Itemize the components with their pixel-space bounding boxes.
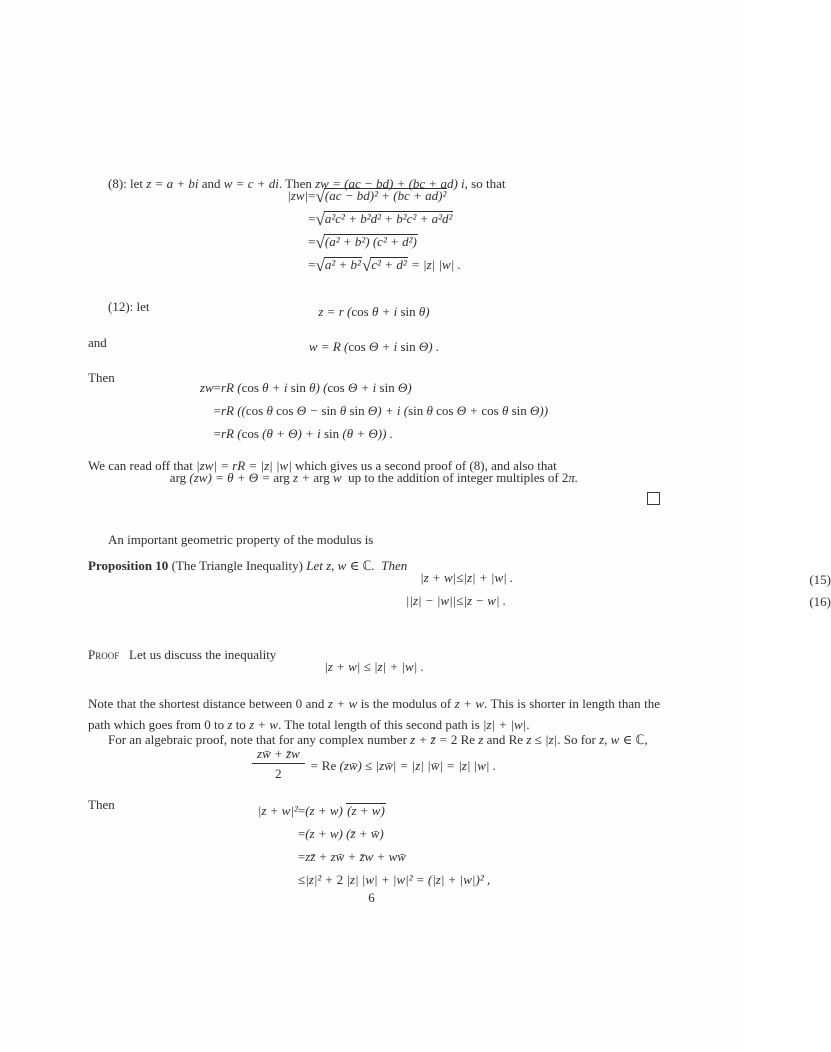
text-segment-t: (12): let [108,299,150,314]
text-segment-t: . This is shorter in length than the path which goes from 0 to [88,696,660,732]
equation-lhs [406,566,456,589]
equation-relation: = [213,380,221,395]
text-segment-m: |zw| [287,188,309,203]
text-segment-t: We can read off that [88,458,197,473]
text-segment-t: cos [327,380,348,395]
text-segment-t: cos [348,339,369,354]
text-segment-m: Θ) . [418,339,440,354]
text-segment-t: arg [273,470,294,485]
text-segment-t: sin [324,426,343,441]
equation-relation: = [213,426,221,441]
equation-lhs [287,207,308,230]
equation-rhs [315,184,460,207]
equation-lhs [287,230,308,253]
equation-row [406,566,513,589]
text-segment-m: z, w ∈ ℂ [326,558,372,573]
text-segment-m: z + w [454,696,485,711]
text-segment-t: Re [508,732,527,747]
text-segment-m: π. [568,470,579,485]
text-segment-m: |z| |w| + |w|² = (|z| + |w|)² , [346,872,491,887]
equation-rhs [305,868,490,891]
equation-array-zw-polar [88,376,660,445]
text-segment-m: z + [293,470,314,485]
text-segment-m: zw̄ + z̄w [257,746,300,761]
text-segment-m: z [478,732,484,747]
equation-lhs [200,399,214,422]
text-segment-t: sin [379,380,398,395]
text-segment-m: Θ) + i ( [367,403,409,418]
qed-icon [647,492,660,505]
equation-align-table [406,566,513,612]
text-segment-m: z + w [249,717,279,732]
text-segment-b: Proposition 10 [88,558,169,573]
equation-relation: = [308,257,316,272]
text-segment-m: θ + i [262,380,291,395]
text-segment-m: |zw| = rR = |z| |w| [196,458,292,473]
text-segment-m: |z + w| ≤ |z| + |w| . [324,659,424,674]
equation-number-16: (16) [809,594,831,609]
text-segment-m: θ [501,403,512,418]
text-segment-r: √ [315,186,325,206]
qed-row [88,490,660,511]
equation-row [287,253,461,276]
text-segment-m: |z − w| . [463,593,507,608]
text-segment-t: . The total length of this second path is [278,717,483,732]
text-segment-t: 2 [336,872,347,887]
text-segment-o: a²c² + b²d² + b²c² + a²d² [324,211,453,226]
text-segment-m: z + w [327,696,358,711]
text-segment-t: sin [400,304,419,319]
equation-lhs [258,868,298,891]
text-segment-m: z [227,717,233,732]
text-segment-t: cos [241,426,263,441]
equation-row [287,230,461,253]
text-segment-t: arg [313,470,333,485]
text-segment-m: θ) ( [309,380,328,395]
text-segment-t: 2 [561,470,569,485]
fraction-equation-tail [310,755,496,776]
equation-rhs [221,422,548,445]
equation-row [258,799,490,822]
equation-align-table [287,184,461,276]
text-segment-t: Re [321,758,340,773]
text-segment-m: w = c + di [223,176,279,191]
equation-lhs [258,845,298,868]
text-segment-m: |z| + |w| [482,717,527,732]
equation-array-triangle-proof [88,799,660,891]
text-segment-t: cos [436,403,457,418]
equation-rhs [305,799,490,822]
text-segment-m: zz̄ + zw̄ + z̄w + ww̄ [305,849,406,864]
text-segment-t: Note that the shortest distance between 0 and [88,696,328,711]
text-segment-m: |z|² + [305,872,337,887]
text-segment-o: c² + d² [371,257,407,272]
text-segment-m: Θ + i [368,339,401,354]
text-segment-t: For an algebraic proof, note that for any complex number [108,732,411,747]
equation-rhs [221,376,548,399]
equation-rhs [221,399,548,422]
text-segment-r: √ [315,232,325,252]
text-segment-m: rR ( [220,380,242,395]
text-segment-t: Then [88,370,115,385]
equation-relation: ≤ [456,593,464,608]
text-segment-m: = |z| |w| . [407,257,461,272]
equation-row [287,207,461,230]
fraction [252,745,305,782]
text-segment-m: ||z| − |w|| [405,593,457,608]
equation-rhs [463,589,513,612]
equation-rhs [305,822,490,845]
text-segment-t: sin [321,403,340,418]
display-equation-triangle-inequality [88,656,660,677]
text-segment-t: Let us discuss the inequality [119,647,277,662]
text-segment-t: cos [245,403,267,418]
equation-row [200,399,548,422]
text-segment-m: z ≤ |z| [526,732,558,747]
text-segment-m: rR ( [220,426,242,441]
text-segment-m: zw [199,380,214,395]
text-segment-t: . [526,717,530,732]
equation-relation: = [297,849,306,864]
equation-relation: = [308,211,316,226]
text-segment-m: θ [266,403,277,418]
display-equation-arg-zw [88,467,660,488]
text-segment-r: √ [361,255,372,275]
display-equation-re-zwbar [88,747,660,784]
text-segment-m: z = r ( [318,304,352,319]
equation-relation: ≤ [456,570,464,585]
text-segment-t: which gives us a second proof of (8), and also that [291,458,557,473]
text-segment-m: Θ − [296,403,322,418]
text-segment-t: sin [290,380,310,395]
text-segment-t: and [198,176,224,191]
text-segment-t: An important geometric property of the modulus is [108,532,374,547]
text-segment-t: (8): let [108,176,147,191]
text-segment-m: w [333,470,342,485]
text-segment-m: |z| + |w| . [463,570,514,585]
text-segment-m: Θ + [456,403,482,418]
equation-relation: = [213,403,221,418]
text-segment-t: (The Triangle Inequality) [168,558,307,573]
text-segment-m: θ) [418,304,430,319]
text-segment-sc: Proof [88,647,120,662]
display-equation-z-polar [88,301,660,322]
text-segment-m: |z + w|² [257,803,298,818]
text-segment-m: (z + w) [305,803,347,818]
equation-array-modulus-product [88,184,660,276]
text-segment-m: w = R ( [308,339,349,354]
text-segment-t: cos [241,380,263,395]
text-segment-o: (a² + b²) (c² + d²) [324,234,417,249]
text-segment-t: cos [351,304,372,319]
text-segment-m: z = a + bi [146,176,199,191]
equation-relation: = [297,826,306,841]
equation-relation: = [297,803,306,818]
text-segment-t: 2 Re [450,732,479,747]
equation-lhs [200,376,214,399]
equation-rhs [305,845,490,868]
text-segment-m: z + z̄ = [410,732,451,747]
text-segment-t: sin [511,403,531,418]
text-segment-r: √ [315,209,325,229]
text-segment-r: √ [315,255,325,275]
equation-align-table [200,376,548,445]
text-segment-t: to [232,717,250,732]
text-segment-m: = [309,758,322,773]
fraction-denominator: 2 [275,766,282,781]
text-segment-o: (ac − bd)² + (bc + ad)² [324,188,447,203]
text-segment-m: (zw) = θ + Θ = [189,470,274,485]
text-segment-m: (zw̄) ≤ |zw̄| = |z| |w̄| = |z| |w| . [339,758,496,773]
equation-rhs [463,566,513,589]
text-segment-t: up to the addition of integer multiples of [341,470,562,485]
text-segment-m: (θ + Θ) + i [262,426,324,441]
text-segment-t: cos [481,403,502,418]
equation-lhs [406,589,456,612]
text-segment-m: zw = (ac − bd) + (bc + ad) i [315,176,465,191]
text-segment-m: Θ) [397,380,412,395]
text-segment-t: cos [276,403,297,418]
equation-row [406,589,513,612]
text-segment-t: sin [349,403,368,418]
text-segment-t: . So for [557,732,600,747]
equation-lhs [258,799,298,822]
text-segment-t: and [88,335,107,350]
text-segment-m: z, w ∈ ℂ, [599,732,648,747]
equation-lhs [258,822,298,845]
text-segment-i: . Then [371,558,408,573]
fraction-numerator [252,745,305,764]
text-segment-t: and [483,732,509,747]
text-segment-m: (z + w) (z̄ + w̄) [305,826,384,841]
equation-row [200,422,548,445]
text-segment-m: θ + i [371,304,401,319]
equation-lhs [287,184,308,207]
equation-relation: = [308,188,316,203]
equation-relation: = [308,234,316,249]
equation-align-table [258,799,490,891]
page-number: 6 [368,890,375,905]
equation-row [258,868,490,891]
display-equation-w-polar [88,336,660,357]
equation-row [287,184,461,207]
text-segment-m: (θ + Θ)) . [342,426,393,441]
text-segment-t: . Then [278,176,316,191]
equation-row [258,822,490,845]
equation-number-15: (15) [809,572,831,587]
text-segment-t: sin [408,403,427,418]
text-segment-o: (z + w) [347,803,385,818]
equation-row [258,845,490,868]
equation-rhs [315,207,460,230]
equation-lhs [200,422,214,445]
text-segment-m: Θ)) [530,403,549,418]
text-segment-t: Then [88,797,115,812]
equation-row [200,376,548,399]
numbered-equations-15-16 [88,566,831,612]
text-segment-t: sin [400,339,419,354]
text-segment-i: Let [306,558,327,573]
text-segment-o: a² + b² [324,257,361,272]
equation-rhs [315,230,460,253]
paragraph-important-property [88,529,660,550]
text-segment-t: is the modulus of [357,696,455,711]
text-segment-m: Θ + i [348,380,380,395]
text-segment-m: |z + w| [420,570,457,585]
equation-rhs [315,253,460,276]
text-segment-m: θ [339,403,350,418]
text-segment-t: arg [169,470,190,485]
text-segment-m: rR (( [220,403,246,418]
equation-relation: ≤ [297,872,306,887]
text-segment-m: θ [426,403,437,418]
text-segment-t: , so that [464,176,506,191]
equation-lhs [287,253,308,276]
